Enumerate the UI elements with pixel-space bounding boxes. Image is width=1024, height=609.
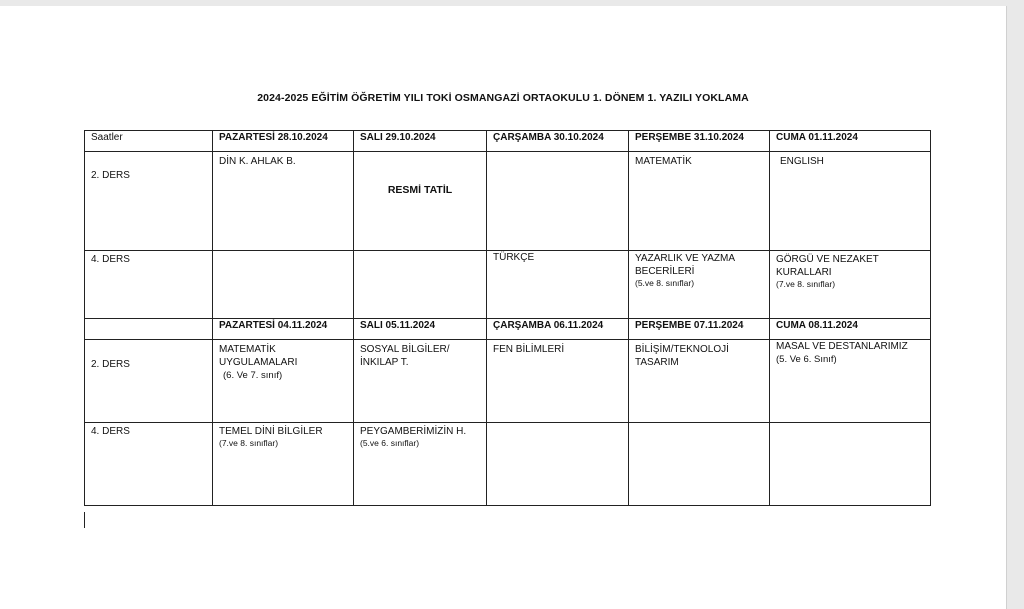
subject-text: MASAL VE DESTANLARIMIZ: [776, 341, 908, 352]
table-cell: [213, 423, 354, 506]
table-cell: [629, 152, 770, 251]
subject-text: MATEMATİK: [635, 156, 692, 167]
subject-text: TÜRKÇE: [493, 252, 535, 263]
subject-text: BİLİŞİM/TEKNOLOJİ TASARIM: [635, 344, 729, 368]
header-cell-hours: Saatler: [85, 131, 213, 152]
table-cell: [213, 340, 354, 423]
header-cell-day: PERŞEMBE 31.10.2024: [629, 131, 770, 152]
table-row: [85, 251, 931, 319]
table-row: [85, 152, 931, 251]
subject-text: DİN K. AHLAK B.: [219, 156, 296, 167]
row-label: 4. DERS: [91, 426, 130, 437]
table-cell: [629, 423, 770, 506]
table-cell: [770, 340, 931, 423]
class-note: (5.ve 6. sınıflar): [360, 438, 420, 448]
row-label-cell: [85, 340, 213, 423]
header-cell-day: PAZARTESİ 28.10.2024: [213, 131, 354, 152]
header-cell-empty: [85, 319, 213, 340]
table-cell: [487, 251, 629, 319]
row-label-cell: [85, 251, 213, 319]
class-note: (5. Ve 6. Sınıf): [776, 354, 837, 365]
document-title: 2024-2025 EĞİTİM ÖĞRETİM YILI TOKİ OSMANGAZİ ORTAOKULU 1. DÖNEM 1. YAZILI YOKLAMA: [257, 92, 749, 104]
subject-text: PEYGAMBERİMİZİN H.: [360, 426, 467, 437]
table-header-row: [85, 319, 931, 340]
table-cell: [354, 423, 487, 506]
table-cell: [487, 423, 629, 506]
table-cell: [770, 152, 931, 251]
table-cell: [354, 152, 487, 251]
table-cell: [770, 423, 931, 506]
table-cell: [354, 340, 487, 423]
table-cell: [629, 340, 770, 423]
table-cell: [354, 251, 487, 319]
row-label: 2. DERS: [91, 170, 130, 181]
subject-text: SOSYAL BİLGİLER/ İNKILAP T.: [360, 344, 450, 368]
table-row: [85, 423, 931, 506]
text-cursor: [84, 512, 85, 528]
exam-schedule-table: [84, 130, 931, 506]
table-cell: [487, 152, 629, 251]
subject-text: MATEMATİK UYGULAMALARI: [219, 344, 298, 368]
header-cell-day: ÇARŞAMBA 30.10.2024: [487, 131, 629, 152]
row-label: 4. DERS: [91, 254, 130, 265]
subject-text: YAZARLIK VE YAZMA BECERİLERİ: [635, 253, 735, 277]
class-note: (6. Ve 7. sınıf): [223, 370, 283, 381]
class-note: (7.ve 8. sınıflar): [219, 438, 279, 448]
table-cell: [770, 251, 931, 319]
table-cell: [213, 152, 354, 251]
holiday-text: RESMİ TATİL: [387, 184, 453, 196]
subject-text: FEN BİLİMLERİ: [493, 344, 565, 355]
header-cell-day: ÇARŞAMBA 06.11.2024: [487, 319, 629, 340]
table-cell: [487, 340, 629, 423]
table-cell: [213, 251, 354, 319]
class-note: (7.ve 8. sınıflar): [776, 279, 836, 289]
class-note: (5.ve 8. sınıflar): [635, 278, 695, 288]
header-cell-day: CUMA 01.11.2024: [770, 131, 931, 152]
row-label-cell: [85, 423, 213, 506]
row-label-cell: [85, 152, 213, 251]
row-label: 2. DERS: [91, 359, 130, 370]
header-cell-day: CUMA 08.11.2024: [770, 319, 931, 340]
header-cell-day: SALI 29.10.2024: [354, 131, 487, 152]
document-page: [0, 6, 1007, 609]
header-cell-day: SALI 05.11.2024: [354, 319, 487, 340]
subject-text: ENGLISH: [780, 156, 824, 167]
table-row: [85, 340, 931, 423]
table-header-row: [85, 131, 931, 152]
header-cell-day: PERŞEMBE 07.11.2024: [629, 319, 770, 340]
subject-text: TEMEL DİNİ BİLGİLER: [219, 426, 323, 437]
table-cell: [629, 251, 770, 319]
header-cell-day: PAZARTESİ 04.11.2024: [213, 319, 354, 340]
subject-text: GÖRGÜ VE NEZAKET KURALLARI: [776, 254, 879, 278]
